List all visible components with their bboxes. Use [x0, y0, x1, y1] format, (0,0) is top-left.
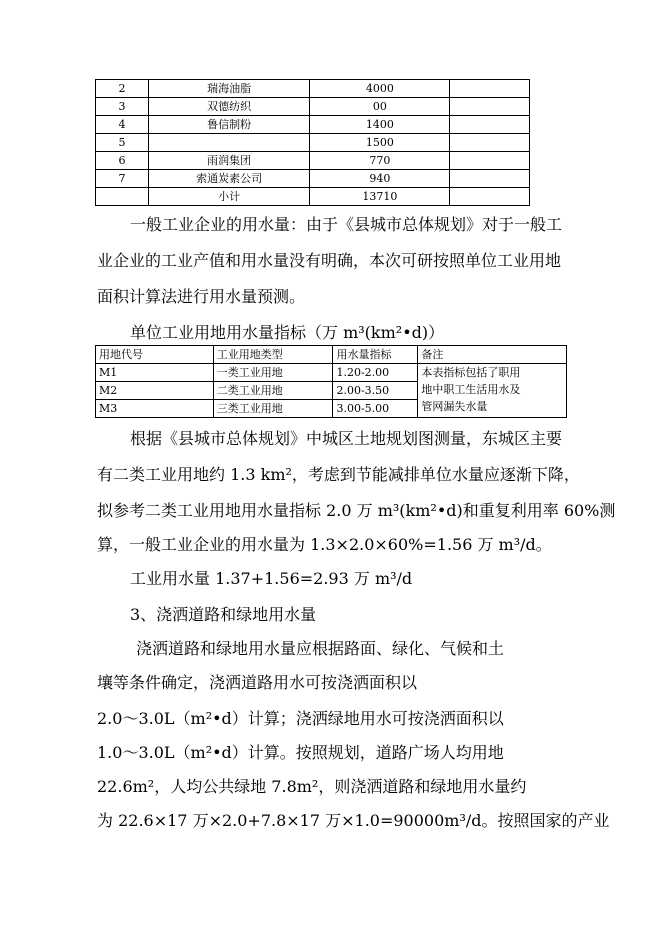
- cell: 3.00-5.00: [333, 400, 418, 418]
- cell: 三类工业用地: [213, 400, 333, 418]
- remarks-line: 地中职工生活用水及: [421, 383, 521, 396]
- table-header-row: [96, 346, 567, 364]
- table-row: [96, 152, 530, 170]
- header-water-index: 用水量指标: [333, 346, 418, 364]
- cell: [450, 170, 530, 188]
- industrial-land-water-index-table: [95, 345, 567, 418]
- table-row: [96, 116, 530, 134]
- remarks-line: 本表指标包括了职用: [421, 366, 521, 379]
- cell: [450, 152, 530, 170]
- para4-line4: 1.0～3.0L（m²•d）计算。按照规划，道路广场人均用地: [97, 743, 504, 762]
- para4-line3: 2.0～3.0L（m²•d）计算；浇洒绿地用水可按浇洒面积以: [97, 709, 504, 728]
- remarks-line: 管网漏失水量: [421, 400, 488, 413]
- cell: 二类工业用地: [213, 382, 333, 400]
- header-land-code: 用地代号: [96, 346, 214, 364]
- table-row: [96, 170, 530, 188]
- cell: 7: [96, 170, 149, 188]
- cell: 索通炭素公司: [148, 170, 310, 188]
- cell: 13710: [310, 188, 450, 206]
- cell: 瑞海油脂: [148, 80, 310, 98]
- para1-line1: 一般工业企业的用水量：由于《县城市总体规划》对于一般工: [130, 215, 563, 234]
- remarks-cell: [418, 364, 567, 418]
- cell: 4000: [310, 80, 450, 98]
- cell: 3: [96, 98, 149, 116]
- para4-line2: 壤等条件确定，浇洒道路用水可按浇洒面积以: [97, 673, 418, 692]
- cell: M2: [96, 382, 214, 400]
- cell: [450, 188, 530, 206]
- cell: 770: [310, 152, 450, 170]
- para1-line2: 业企业的工业产值和用水量没有明确，本次可研按照单位工业用地: [97, 251, 562, 270]
- cell: [148, 134, 310, 152]
- para2-line2: 有二类工业用地约 1.3 km²，考虑到节能减排单位水量应逐渐下降，: [97, 465, 580, 484]
- cell: 2.00-3.50: [333, 382, 418, 400]
- para2-line1: 根据《县城市总体规划》中城区土地规划图测量，东城区主要: [130, 429, 563, 448]
- cell: 1.20-2.00: [333, 364, 418, 382]
- cell: M1: [96, 364, 214, 382]
- para1-line3: 面积计算法进行用水量预测。: [97, 287, 306, 306]
- cell: 2: [96, 80, 149, 98]
- cell: [450, 98, 530, 116]
- enterprise-water-table: [95, 79, 530, 206]
- industrial-water-total: 工业用水量 1.37+1.56=2.93 万 m³/d: [130, 569, 413, 588]
- para2-line4: 算，一般工业企业的用水量为 1.3×2.0×60%=1.56 万 m³/d。: [97, 535, 552, 554]
- cell: 4: [96, 116, 149, 134]
- para4-line6: 为 22.6×17 万×2.0+7.8×17 万×1.0=90000m³/d。按照国家的产业: [97, 811, 610, 830]
- cell: [450, 80, 530, 98]
- cell: [450, 116, 530, 134]
- table-row: [96, 364, 567, 382]
- table2-caption: 单位工业用地用水量指标（万 m³(km²•d)）: [130, 323, 445, 342]
- header-remarks: 备注: [418, 346, 567, 364]
- table-row: [96, 98, 530, 116]
- table-row: [96, 188, 530, 206]
- cell: 鲁信制粉: [148, 116, 310, 134]
- cell: 1400: [310, 116, 450, 134]
- cell: 1500: [310, 134, 450, 152]
- cell: 5: [96, 134, 149, 152]
- cell: [450, 134, 530, 152]
- para2-line3: 拟参考二类工业用地用水量指标 2.0 万 m³(km²•d)和重复利用率 60%测: [97, 501, 616, 520]
- cell: M3: [96, 400, 214, 418]
- cell: [96, 188, 149, 206]
- cell: 00: [310, 98, 450, 116]
- para4-line1: 浇洒道路和绿地用水量应根据路面、绿化、气候和土: [136, 639, 505, 658]
- cell: 双德纺织: [148, 98, 310, 116]
- cell: 6: [96, 152, 149, 170]
- cell: 940: [310, 170, 450, 188]
- table-row: [96, 134, 530, 152]
- cell: 小计: [148, 188, 310, 206]
- table-row: [96, 80, 530, 98]
- cell: 一类工业用地: [213, 364, 333, 382]
- para4-line5: 22.6m²，人均公共绿地 7.8m²，则浇洒道路和绿地用水量约: [97, 777, 527, 796]
- cell: 雨润集团: [148, 152, 310, 170]
- section-heading-3: 3、浇洒道路和绿地用水量: [130, 605, 317, 624]
- header-land-type: 工业用地类型: [213, 346, 333, 364]
